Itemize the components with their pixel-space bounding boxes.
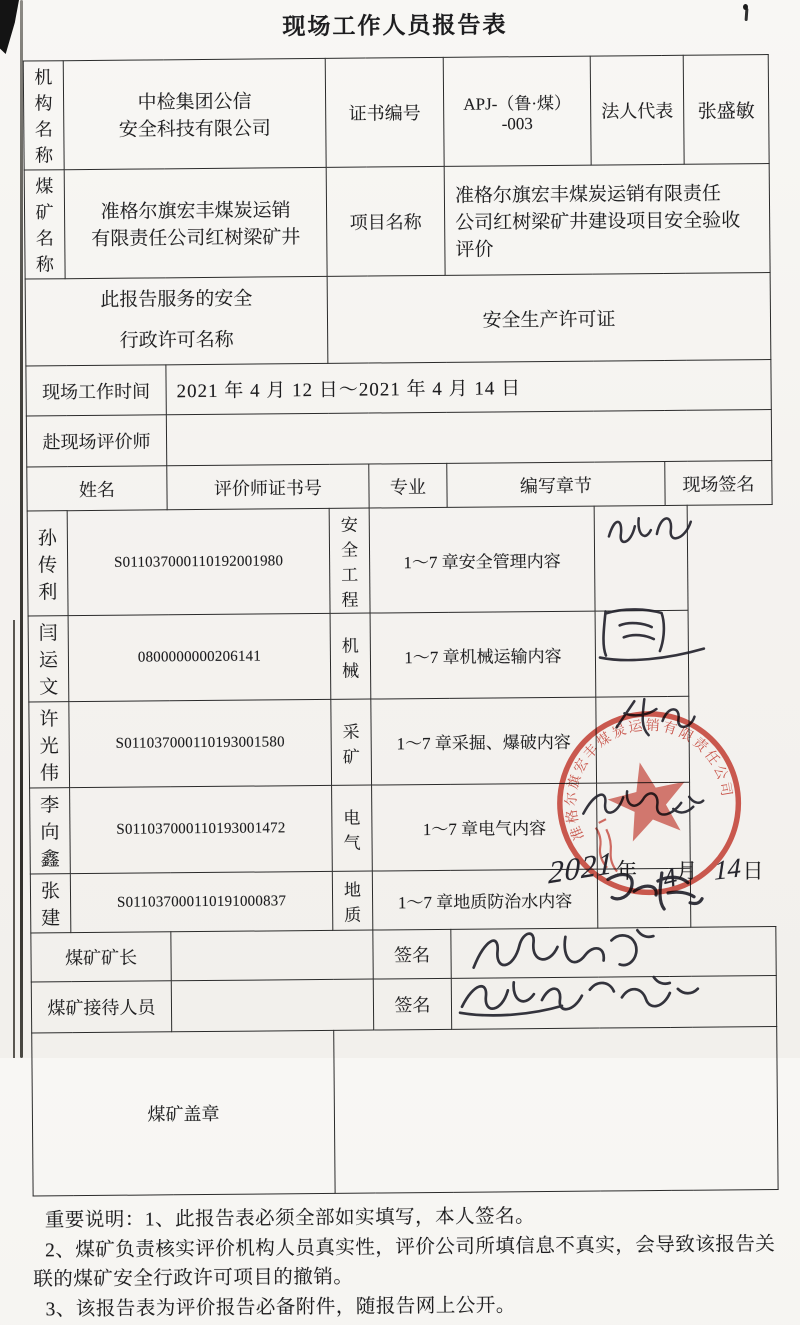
mine-chief-label: 煤矿矿长 [31, 932, 171, 982]
reception-row [31, 976, 776, 1033]
reception-label: 煤矿接待人员 [31, 981, 171, 1033]
person-name: 李向鑫 [30, 788, 71, 874]
header-signature: 现场签名 [665, 461, 772, 506]
signature-cell [594, 505, 688, 611]
person-cert: 0800000000206141 [68, 613, 331, 701]
person-cert: S011037000110193001580 [69, 699, 332, 787]
person-major: 机械 [330, 613, 371, 699]
person-chapters: 1～7 章安全管理内容 [369, 506, 595, 613]
note-line: 2、煤矿负责核实评价机构人员真实性，评价公司所填信息不真实，会导致该报告关联的煤矿安全行政许可项目的撤销。 [33, 1233, 776, 1291]
personnel-row [27, 505, 773, 616]
seal-company-text: 准格尔旗宏丰煤炭运销有限责任公司 [564, 718, 734, 843]
seal-row [32, 1027, 778, 1196]
note-line: 3、该报告表为评价报告必备附件，随报告网上公开。 [45, 1295, 516, 1321]
permit-name-value: 安全生产许可证 [327, 273, 771, 364]
row-worktime [26, 360, 771, 416]
seal-date-month-unit: 月 [676, 859, 698, 883]
mine-chief-row [31, 927, 776, 982]
note-line: 重要说明：1、此报告表必须全部如实填写，本人签名。 [44, 1206, 536, 1232]
seal-label: 煤矿盖章 [32, 1030, 335, 1196]
reception-sign-label: 签名 [373, 978, 451, 1030]
reception-signature-cell [451, 976, 776, 1030]
cert-no-value: APJ-（鲁·煤） -003 [443, 56, 591, 166]
person-name: 闫运文 [28, 616, 69, 702]
person-cert: S011037000110192001980 [67, 508, 330, 615]
person-chapters: 1～7 章地质防治水内容 [372, 869, 598, 930]
person-name: 许光伟 [29, 702, 70, 788]
legal-rep-label: 法人代表 [590, 55, 684, 165]
person-chapters: 1～7 章电气内容 [372, 783, 598, 871]
header-chapters: 编写章节 [447, 461, 665, 507]
header-name: 姓名 [27, 466, 167, 511]
project-name-label: 项目名称 [326, 166, 445, 276]
person-major: 安全工程 [329, 508, 370, 613]
person-cert: S011037000110193001472 [70, 785, 333, 873]
row-permit [25, 273, 771, 366]
permit-name-label: 此报告服务的安全 行政许可名称 [25, 276, 328, 366]
person-chapters: 1～7 章机械运输内容 [370, 611, 596, 699]
scanned-form [22, 8, 778, 1325]
person-name: 张建 [30, 874, 71, 933]
legal-rep-value: 张盛敏 [683, 55, 769, 165]
person-major: 采矿 [331, 699, 372, 785]
seal-date-day-unit: 日 [742, 859, 764, 883]
header-major: 专业 [369, 463, 447, 508]
seal-date-day: 14 [713, 852, 741, 886]
row-coal-mine [24, 164, 770, 279]
mine-name-label: 煤矿名称 [24, 170, 65, 279]
worktime-value: 2021 年 4 月 12 日～2021 年 4 月 14 日 [166, 360, 771, 415]
cert-no-label: 证书编号 [325, 57, 444, 167]
person-major: 地质 [332, 871, 373, 930]
person-name: 孙传利 [27, 511, 68, 616]
personnel-header-row [27, 461, 772, 511]
org-name-value: 中检集团公信 安全科技有限公司 [63, 58, 326, 169]
mine-name-value: 准格尔旗宏丰煤炭运销 有限责任公司红树梁矿井 [64, 167, 327, 278]
handwritten-signature [601, 506, 696, 551]
worktime-label: 现场工作时间 [26, 365, 166, 416]
mine-chief-empty [171, 930, 373, 981]
mine-chief-sign-label: 签名 [373, 929, 451, 979]
paper-edge-shadow [20, 0, 23, 1058]
page-title: 现场工作人员报告表 [282, 12, 508, 40]
seal-date-year: 2021 [548, 844, 614, 891]
person-major: 电气 [332, 785, 373, 871]
important-notes [33, 1200, 779, 1325]
row-evaluators [26, 410, 771, 467]
reception-empty [171, 979, 373, 1032]
seal-date [548, 844, 783, 894]
evaluators-value-empty [166, 410, 771, 466]
seal-area [334, 1027, 778, 1194]
row-organization [23, 55, 769, 170]
report-table [23, 54, 779, 1196]
person-chapters: 1～7 章采掘、爆破内容 [371, 697, 597, 785]
seal-date-month: 4 [659, 861, 680, 894]
scan-corner-artifact [0, 0, 19, 54]
paper-edge-shadow-lower [13, 620, 15, 1058]
handwritten-signature [596, 603, 709, 664]
evaluators-label: 赴现场评价师 [26, 415, 166, 467]
seal-star [601, 754, 695, 845]
header-cert-no: 评价师证书号 [167, 464, 369, 510]
project-name-value: 准格尔旗宏丰煤炭运销有限责任 公司红树梁矿井建设项目安全验收 评价 [444, 164, 770, 276]
org-name-label: 机构名称 [23, 61, 64, 170]
seal-date-year-unit: 年 [616, 859, 637, 883]
person-cert: S011037000110191000837 [70, 871, 333, 932]
